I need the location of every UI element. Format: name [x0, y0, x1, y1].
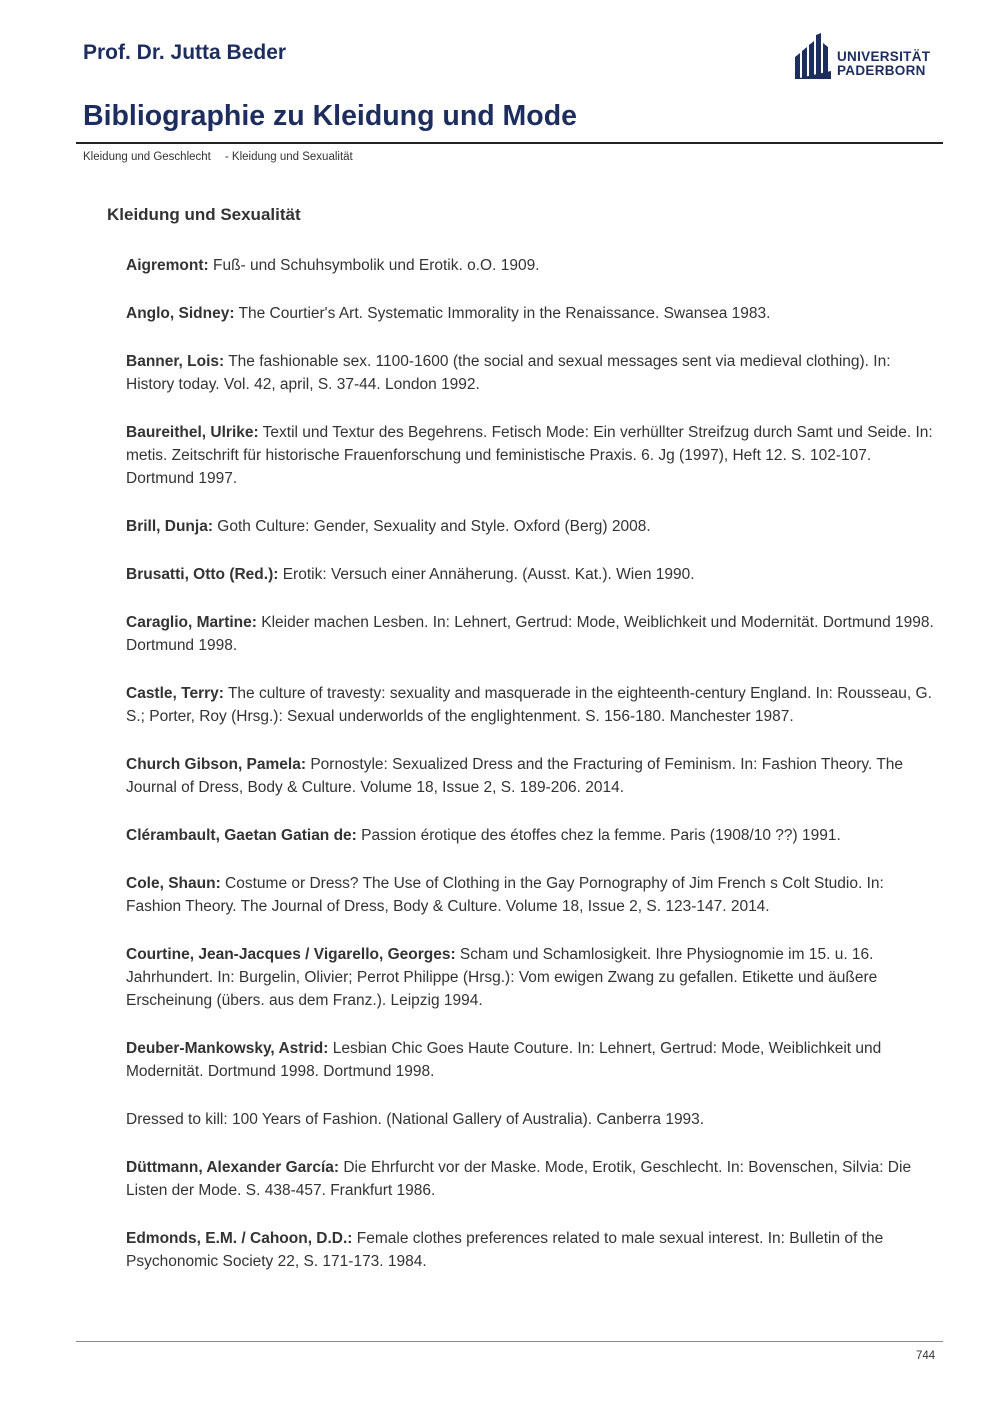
- entry-text: The fashionable sex. 1100-1600 (the social and sexual messages sent via medieval clothing). In: History today. Vol. 42, april, S. 37-44. London 1992.: [126, 353, 891, 393]
- document-title: Bibliographie zu Kleidung und Mode: [83, 100, 577, 132]
- entry-text: Lesbian Chic Goes Haute Couture. In: Lehnert, Gertrud: Mode, Weiblichkeit und Modernität. Dortmund 1998. Dortmund 1998.: [126, 1040, 882, 1080]
- entry-author: Düttmann, Alexander García:: [126, 1159, 340, 1176]
- bibliography-entry: [126, 563, 941, 586]
- bibliography-entry: [126, 1227, 941, 1273]
- entry-text: Die Ehrfurcht vor der Maske. Mode, Erotik, Geschlecht. In: Bovenschen, Silvia: Die Listen der Mode. S. 438-457. Frankfurt 1986.: [126, 1159, 912, 1199]
- entry-author: Edmonds, E.M. / Cahoon, D.D.:: [126, 1230, 353, 1247]
- bibliography-entry: [126, 1108, 941, 1131]
- bibliography-entry: [126, 611, 941, 657]
- bibliography-entry: [126, 1156, 941, 1202]
- section-heading: Kleidung und Sexualität: [107, 205, 301, 224]
- entry-author: Banner, Lois:: [126, 353, 225, 370]
- entry-author: Baureithel, Ulrike:: [126, 424, 259, 441]
- entry-text: Costume or Dress? The Use of Clothing in the Gay Pornography of Jim French s Colt Studio. In: Fashion Theory. The Journal of Dress, Body & Culture. Volume 18, Issue 2, S. 123-147. 2014.: [126, 875, 884, 915]
- breadcrumb-current: - Kleidung und Sexualität: [224, 151, 353, 163]
- entry-text: Dressed to kill: 100 Years of Fashion. (National Gallery of Australia). Canberra 1993.: [126, 1111, 705, 1128]
- breadcrumb: [83, 151, 353, 163]
- entry-author: Brill, Dunja:: [126, 518, 213, 535]
- title-divider: [76, 142, 943, 144]
- bibliography-entry: [126, 515, 941, 538]
- bibliography-entry: [126, 254, 941, 277]
- bibliography-entry: [126, 872, 941, 918]
- entry-author: Brusatti, Otto (Red.):: [126, 566, 279, 583]
- entry-author: Deuber-Mankowsky, Astrid:: [126, 1040, 329, 1057]
- entry-text: Scham und Schamlosigkeit. Ihre Physiognomie im 15. u. 16. Jahrhundert. In: Burgelin, Olivier; Perrot Philippe (Hrsg.): Vom ewigen Zwang zu gefallen. Etikette und äußere Erscheinung (übers. aus dem Franz.). Leipzig 1994.: [126, 946, 878, 1009]
- entry-author: Church Gibson, Pamela:: [126, 756, 307, 773]
- bibliography-list: [126, 254, 941, 1298]
- entry-author: Aigremont:: [126, 257, 209, 274]
- entry-text: Goth Culture: Gender, Sexuality and Style. Oxford (Berg) 2008.: [212, 518, 651, 535]
- entry-text: Textil und Textur des Begehrens. Fetisch Mode: Ein verhüllter Streifzug durch Samt und Seide. In: metis. Zeitschrift für historische Frauenforschung und feministische Praxis. 6. Jg (1997), Heft 12. S. 102-107. Dortmund 1997.: [126, 424, 933, 487]
- bibliography-entry: [126, 302, 941, 325]
- entry-text: Pornostyle: Sexualized Dress and the Fracturing of Feminism. In: Fashion Theory. The Journal of Dress, Body & Culture. Volume 18, Issue 2, S. 189-206. 2014.: [126, 756, 904, 796]
- university-logo: [795, 33, 935, 81]
- entry-text: The Courtier's Art. Systematic Immorality in the Renaissance. Swansea 1983.: [234, 305, 771, 322]
- entry-text: Kleider machen Lesben. In: Lehnert, Gertrud: Mode, Weiblichkeit und Modernität. Dortmund 1998. Dortmund 1998.: [126, 614, 934, 654]
- logo-text-line1: UNIVERSITÄT: [837, 49, 931, 64]
- entry-text: Passion érotique des étoffes chez la femme. Paris (1908/10 ??) 1991.: [356, 827, 841, 844]
- footer-divider: [76, 1341, 943, 1342]
- bibliography-entry: [126, 753, 941, 799]
- bibliography-entry: [126, 1037, 941, 1083]
- entry-author: Clérambault, Gaetan Gatian de:: [126, 827, 357, 844]
- entry-author: Caraglio, Martine:: [126, 614, 257, 631]
- logo-text-line2: PADERBORN: [837, 63, 926, 78]
- bibliography-entry: [126, 350, 941, 396]
- bibliography-entry: [126, 943, 941, 1012]
- entry-text: Erotik: Versuch einer Annäherung. (Ausst. Kat.). Wien 1990.: [278, 566, 695, 583]
- page-number: 744: [916, 1350, 936, 1362]
- entry-text: Female clothes preferences related to male sexual interest. In: Bulletin of the Psychonomic Society 22, S. 171-173. 1984.: [126, 1230, 884, 1270]
- entry-author: Courtine, Jean-Jacques / Vigarello, Georges:: [126, 946, 456, 963]
- breadcrumb-parent: Kleidung und Geschlecht: [83, 151, 211, 163]
- entry-text: Fuß- und Schuhsymbolik und Erotik. o.O. 1909.: [208, 257, 540, 274]
- university-logo-icon: [795, 33, 833, 81]
- bibliography-entry: [126, 824, 941, 847]
- entry-text: The culture of travesty: sexuality and masquerade in the eighteenth-century England. In: Rousseau, G. S.; Porter, Roy (Hrsg.): Sexual underworlds of the englightenment. S. 156-180. Manchester 1987.: [126, 685, 932, 725]
- author-name: Prof. Dr. Jutta Beder: [83, 41, 287, 64]
- entry-author: Cole, Shaun:: [126, 875, 221, 892]
- bibliography-entry: [126, 682, 941, 728]
- bibliography-entry: [126, 421, 941, 490]
- entry-author: Castle, Terry:: [126, 685, 224, 702]
- entry-author: Anglo, Sidney:: [126, 305, 235, 322]
